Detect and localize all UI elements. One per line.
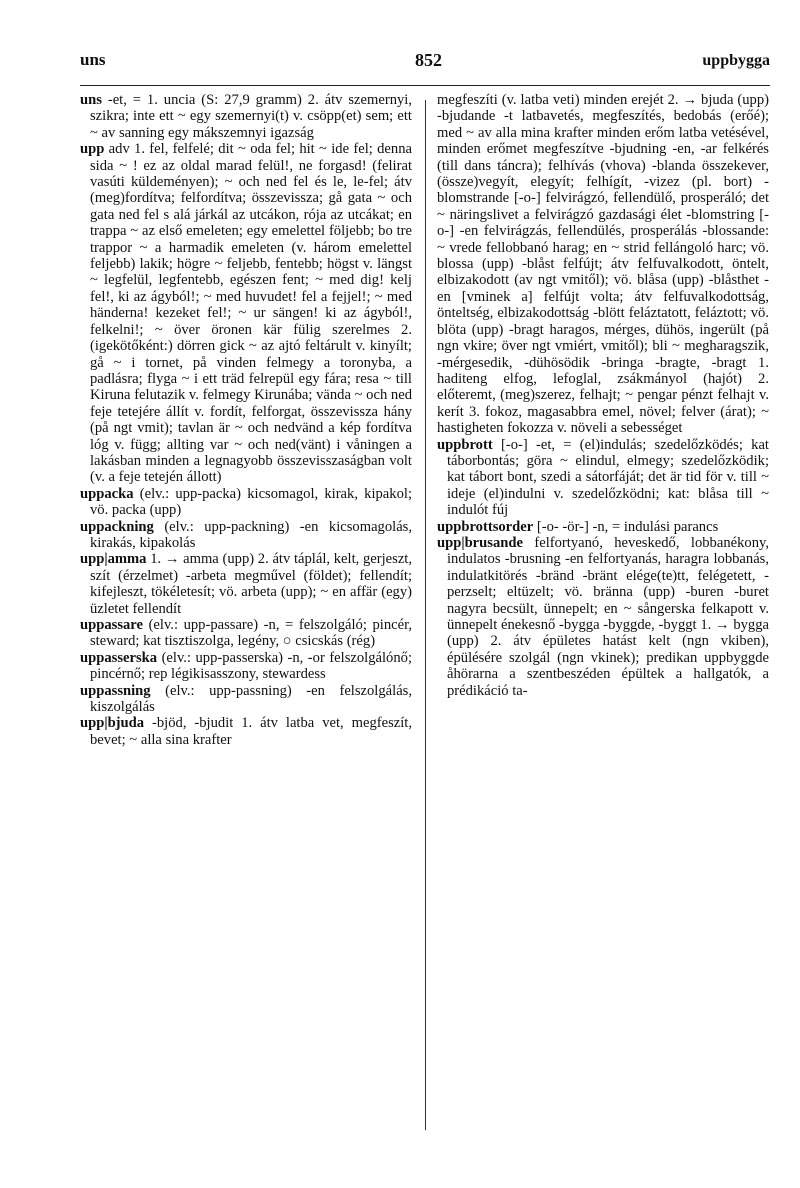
entry-definition: (elv.: upp-passning) -en felszolgálás, kiszolgálás (90, 682, 412, 716)
entry-definition: 1. → amma (upp) 2. átv táplál, kelt, gerjeszt, szít (érzelmet) -arbeta megművel (földet); fellendít; kifejleszt, tökéletesít; vö. arbeta (upp); ~ en affär (egy) üzletet fellendít (90, 551, 412, 617)
entry-definition: -bjöd, -bjudit 1. átv latba vet, megfeszít, bevet; ~ alla sina krafter (90, 715, 412, 748)
dictionary-entry (80, 551, 412, 617)
right-column (437, 92, 769, 699)
entry-headword: upp|brusande (437, 534, 523, 551)
entry-headword: upp|amma (80, 551, 147, 568)
header-rule (80, 85, 770, 86)
entry-headword: uppassare (80, 617, 143, 633)
dictionary-entry (80, 683, 412, 716)
dictionary-entry (80, 617, 412, 650)
dictionary-entry (437, 535, 769, 699)
entry-definition: adv 1. fel, felfelé; dit ~ oda fel; hit ~ ide fel; denna sida ~ ! ez az oldal marad felül!, ne forgasd! (felirat vasúti küldeményen); ~ och ned fel és le, le-fel; átv (meg)fordítva; felfordítva; összevissza; gå gata ~ och gata ned fel s alá járkál az utcákon, rója az utcákat; en trappa ~ az első emeleten; egy emelettel följebb; bo tre trappor ~ a harmadik emeleten (v. három emelettel feljebb) lakik; högre ~ feljebb, fentebb; högst v. längst ~ legfelül, legfentebb, egészen fent; ~ med dig! kelj fel!, ki az ágyból!; ~ med huvudet! fel a fejjel!; ~ med händerna! kezeket fel!; ~ ur sängen! ki az ágyból!, felkelni!; ~ över öronen kär fülig szerelmes 2. (igekötőként:) dörren gick ~ az ajtó feltárult v. kinyílt; gå ~ i tornet, på vinden felmegy a toronyba, a padlásra; flyga ~ i ett träd felrepül egy fára; resa ~ till Kiruna felutazik v. felmegy Kirunába; vända ~ och ned feje tetejére állít v. fordít, felforgat, összevissza hány (på ngt vmit); tavlan är ~ och nedvänd a kép fordítva lóg v. függ; allting var ~ och ned(vänt) i våningen a lakásban minden a legnagyobb összevisszaságban volt (v. a feje tetején állott) (90, 141, 412, 486)
left-column (80, 92, 412, 748)
dictionary-entry (437, 519, 769, 535)
dictionary-entry (80, 141, 412, 486)
page-number: 852 (415, 50, 442, 70)
entry-headword: uppasserska (80, 649, 158, 666)
entry-definition: [-o-] -et, = (el)indulás; szedelőzködés; kat táborbontás; göra ~ elindul, elmegy; szedelőzködik; kat tábort bont, szedi a sátorfáját; det är tid för v. till ~ ideje (el)indulni v. szedelőzködni; kat: blåsa till ~ indulót fúj (447, 436, 769, 519)
entry-definition: felfortyanó, heveskedő, lobbanékony, indulatos -brusning -en felfortyanás, haragra lobbanás, indulatkitörés -bränd -bränt elége(te)tt, felégetett, -perzselt; eltüzelt; vö. bränna (upp) -buren -buret nagyra becsült, ünnepelt; en ~ sångerska felkapott v. ünnepelt énekesnő -bygga -byggde, -byggt 1. → bygga (upp) 2. átv épületes hatást kelt (ngn vkiben), épülésére szolgál (ngn vkinek); predikan uppbyggde åhörarna a szentbeszéden épültek a hallgatók, a prédikáció ta- (447, 534, 769, 699)
entry-headword: uppassning (80, 682, 151, 699)
dictionary-entry (80, 715, 412, 748)
entry-definition: (elv.: upp-packa) kicsomagol, kirak, kipakol; vö. packa (upp) (90, 485, 412, 519)
entry-headword: uppbrottsorder (437, 518, 534, 535)
entry-definition: (elv.: upp-passare) -n, = felszolgáló; pincér, steward; kat tisztiszolga, legény, ○ csicskás (rég) (90, 617, 412, 650)
right-guide-word: uppbygga (702, 52, 770, 69)
entry-definition: (elv.: upp-passerska) -n, -or felszolgálónő; pincérnő; rep légikisasszony, stewardess (90, 649, 412, 683)
entry-headword: uppackning (80, 518, 154, 535)
entry-headword: upp|bjuda (80, 715, 145, 732)
dictionary-entry (80, 486, 412, 519)
dictionary-entry (437, 92, 769, 437)
dictionary-entry (437, 437, 769, 519)
entry-definition: megfeszíti (v. latba veti) minden erejét 2. → bjuda (upp) -bjudande -t latbavetés, megfeszítés, bedobás (erőé); med ~ av alla mina krafter minden erőm latba vetésével, minden erőmet megfeszítve -bjudning -en, -ar felkérés (till dans táncra); felhívás (vhova) -blanda összekever, (össze)vegyít, elegyít; felhígít, -vizez (pl. bort) -blomstrande [-o-] felvirágzó, fellendülő, prosperáló; det ~ näringslivet a felvirágzó gazdasági élet -blomstring [-o-] -en felvirágzás, fellendülés, prosperálás -blossande: ~ vrede fellobbanó harag; en ~ strid fellángoló harc; vö. blossa (upp) -blåst felfújt; átv felfuvalkodott, öntelt, elbizakodott (av ngt vmitől); vö. blåsa (upp) -blåsthet -en [vminek a] felfújt volta; átv felfuvalkodottság, önteltség, elbizakodottság -blött feláztatott, feláztott; vö. blöta (upp) -bragt haragos, mérges, dühös, ingerült (på ngn vkire; över ngt vmiért, vmitől); bli ~ megharagszik, -mérgesedik, -dühösödik -bringa -bragte, -bragt 1. haditeng elfog, lefoglal, zsákmányol (hajót) 2. előteremt, (meg)szerez, felhajt; ~ pengar pénzt felhajt v. kerít 3. fokoz, magasabbra emel, növel; felver (árat); ~ hastigheten fokozza v. növeli a sebességet (437, 92, 769, 437)
entry-definition: (elv.: upp-packning) -en kicsomagolás, kirakás, kipakolás (90, 518, 412, 551)
entry-headword: uppacka (80, 485, 134, 502)
entry-headword: uns (80, 92, 102, 108)
column-divider (425, 100, 426, 1130)
entry-definition: -et, = 1. uncia (S: 27,9 gramm) 2. átv szemernyi, szikra; inte ett ~ egy szemernyi(t) v. csöpp(et) sem; ett ~ av sanning egy mákszemnyi igazság (90, 92, 412, 141)
dictionary-entry (80, 92, 412, 141)
entry-headword: uppbrott (437, 436, 493, 453)
entry-headword: upp (80, 141, 105, 158)
dictionary-entry (80, 650, 412, 683)
page-header (80, 50, 770, 74)
entry-definition: [-o- -ör-] -n, = indulási parancs (536, 518, 719, 535)
left-guide-word: uns (80, 50, 106, 69)
dictionary-entry (80, 519, 412, 552)
